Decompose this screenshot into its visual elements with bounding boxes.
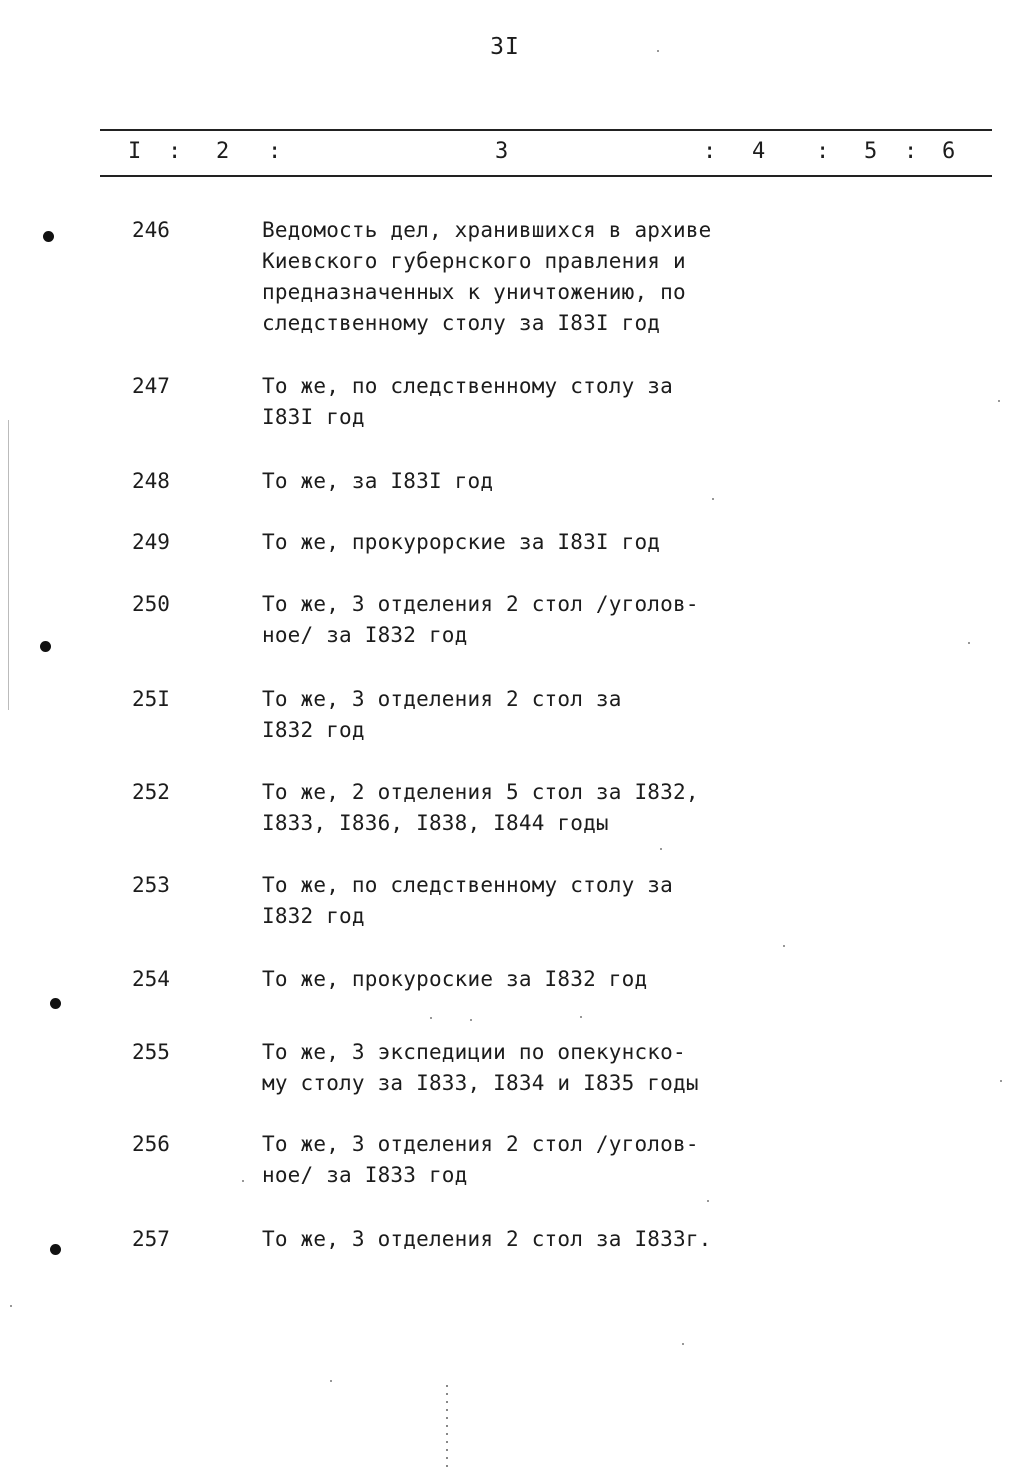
entry-description: То же, 3 отделения 2 стол /уголов- ное/ за I833 год <box>262 1132 699 1187</box>
scan-speck <box>660 848 662 850</box>
punch-hole <box>50 998 61 1009</box>
scan-edge-mark <box>8 420 9 710</box>
column-separator: : <box>904 139 918 164</box>
column-header-2: 2 <box>216 139 230 164</box>
scan-speck <box>998 400 1000 402</box>
scan-speck <box>712 498 714 500</box>
column-header-5: 5 <box>864 139 878 164</box>
column-header-4: 4 <box>752 139 766 164</box>
entry-number: 25I <box>132 687 170 711</box>
scan-speck <box>707 1200 709 1202</box>
entry-description: То же, прокуроские за I832 год <box>262 967 648 991</box>
entry-number: 256 <box>132 1132 170 1156</box>
column-separator: : <box>268 139 282 164</box>
entry-description: То же, прокурорские за I83I год <box>262 530 661 554</box>
entry-number: 252 <box>132 780 170 804</box>
page-number: 3I <box>490 34 520 60</box>
scan-speck <box>242 1180 244 1182</box>
entry-description: Ведомость дел, хранившихся в архиве Киевского губернского правления и предназначенных к уничтожению, по следственному столу за I83I год <box>262 218 712 335</box>
column-header-1: I <box>128 139 142 164</box>
entry-number: 255 <box>132 1040 170 1064</box>
entry-number: 247 <box>132 374 170 398</box>
scan-speck <box>968 642 970 644</box>
column-separator: : <box>168 139 182 164</box>
scan-speck <box>470 1019 472 1021</box>
column-header-3: 3 <box>495 139 509 164</box>
scan-speck <box>10 1305 12 1307</box>
punch-hole <box>43 231 54 242</box>
entry-number: 253 <box>132 873 170 897</box>
entry-description: То же, 3 отделения 2 стол за I833г. <box>262 1227 712 1251</box>
entry-number: 257 <box>132 1227 170 1251</box>
punch-hole <box>40 641 51 652</box>
column-separator: : <box>703 139 717 164</box>
column-header-6: 6 <box>942 139 956 164</box>
punch-hole <box>50 1244 61 1255</box>
entry-description: То же, по следственному столу за I83I год <box>262 374 673 429</box>
scan-dotted-mark <box>446 1385 448 1470</box>
scan-speck <box>1000 1080 1002 1082</box>
entry-description: То же, 3 отделения 2 стол за I832 год <box>262 687 622 742</box>
entry-description: То же, 3 экспедиции по опекунско- му столу за I833, I834 и I835 годы <box>262 1040 699 1095</box>
entry-number: 249 <box>132 530 170 554</box>
scan-speck <box>430 1017 432 1019</box>
scan-speck <box>657 50 659 52</box>
scan-speck <box>330 1380 332 1382</box>
column-separator: : <box>816 139 830 164</box>
entry-number: 250 <box>132 592 170 616</box>
entry-description: То же, за I83I год <box>262 469 494 493</box>
scan-speck <box>580 1016 582 1018</box>
entry-number: 246 <box>132 218 170 242</box>
entry-number: 254 <box>132 967 170 991</box>
scan-speck <box>682 1343 684 1345</box>
entry-description: То же, 2 отделения 5 стол за I832, I833, I836, I838, I844 годы <box>262 780 699 835</box>
entry-description: То же, 3 отделения 2 стол /уголов- ное/ за I832 год <box>262 592 699 647</box>
entry-number: 248 <box>132 469 170 493</box>
scan-speck <box>783 945 785 947</box>
entry-description: То же, по следственному столу за I832 год <box>262 873 673 928</box>
